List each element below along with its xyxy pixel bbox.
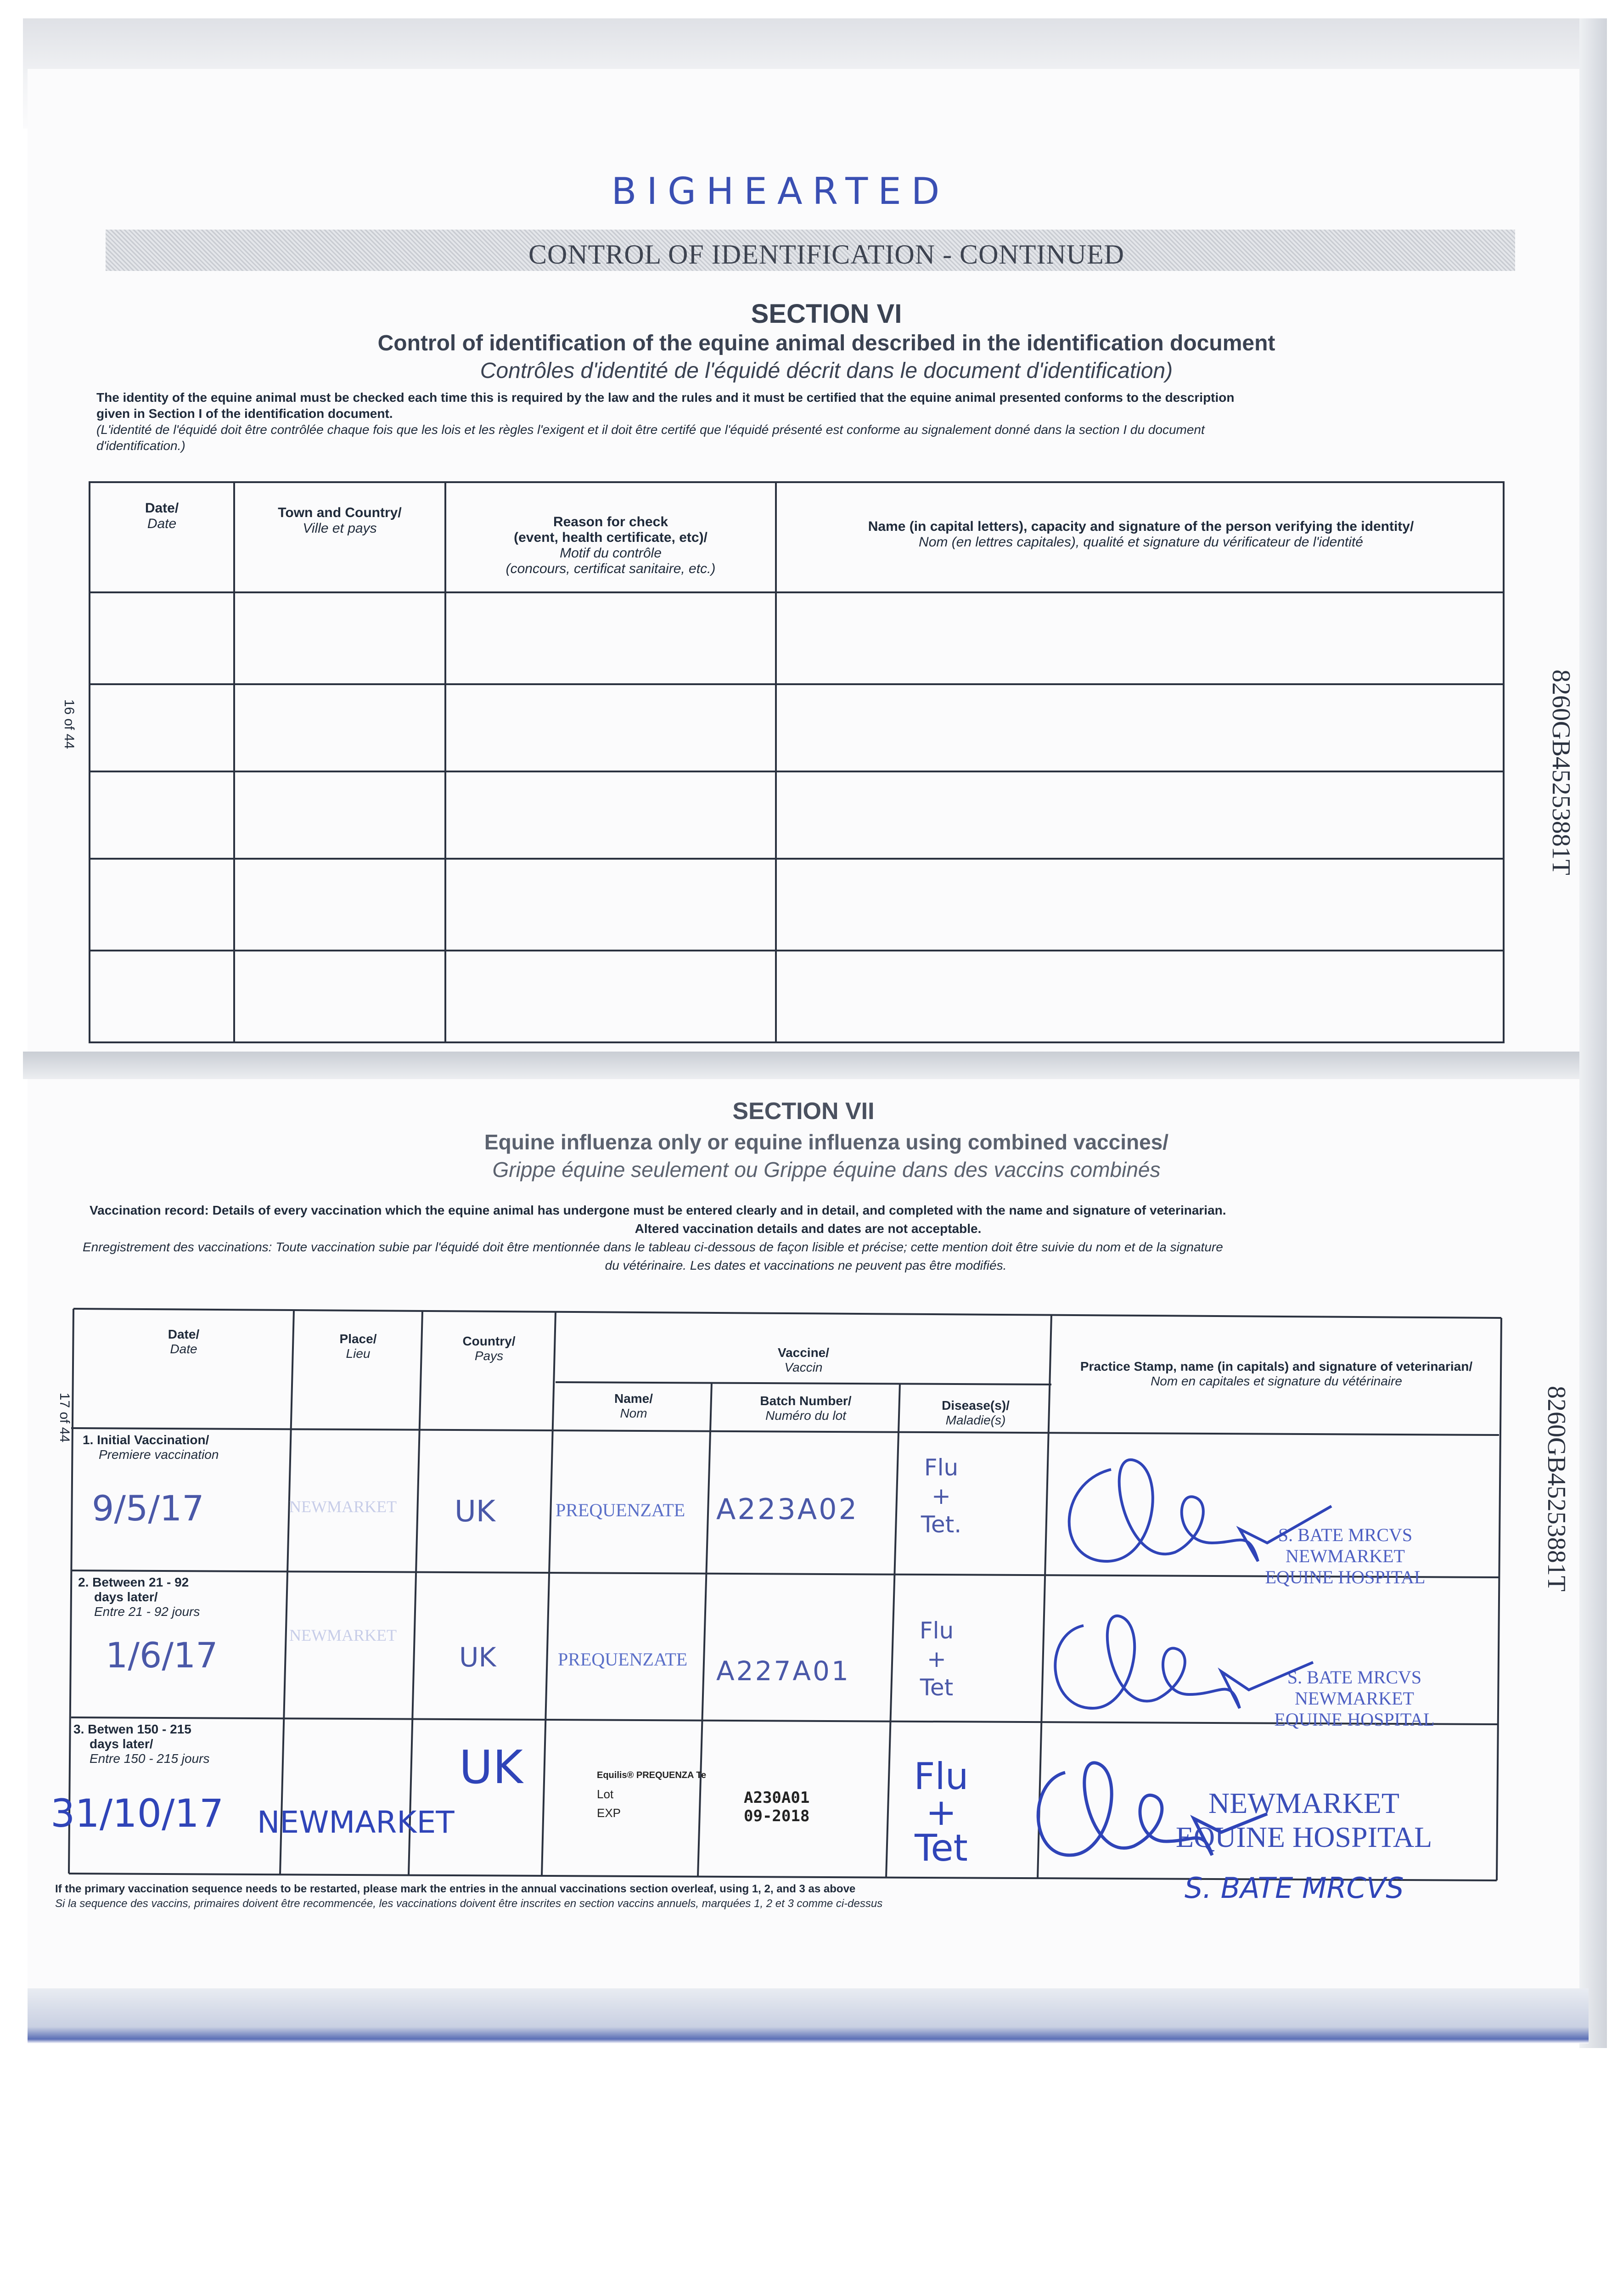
row3-date: 31/10/17 [51,1791,224,1836]
vax-country-fr: Pays [474,1349,504,1363]
col-town-en: Town and Country/ [278,505,402,520]
page-number-16: 16 of 44 [62,699,77,749]
col-name-fr: Nom (en lettres capitales), qualité et signature du vérificateur de l'identité [919,535,1363,550]
col-date-en: Date/ [145,501,179,516]
vax-place-en: Place/ [339,1332,377,1346]
row1-label-fr: Premiere vaccination [99,1447,219,1462]
row2-date: 1/6/17 [106,1635,218,1676]
section-vi-intro-fr-1: (L'identité de l'équidé doit être contrôlée chaque fois que les lois et les règles l'exigent et il doit être certifé que l'équidé présenté est conforme au signalement donné dans la section I du document [96,422,1205,437]
row2-country: UK [459,1642,496,1673]
section-vii-title-en: Equine influenza only or equine influenza using combined vaccines/ [484,1130,1169,1154]
col-town-fr: Ville et pays [303,521,377,536]
section-vi-title-en: Control of identification of the equine animal described in the identification document [377,331,1275,355]
vax-stamp-fr: Nom en capitales et signature du vétérinaire [1151,1374,1402,1388]
col-name-en: Name (in capital letters), capacity and signature of the person verifying the identity/ [868,519,1414,534]
row3-label-en: 3. Betwen 150 - 215 [73,1722,191,1736]
row1-stamp-2: NEWMARKET [1286,1546,1405,1566]
row3-label-fr: Entre 150 - 215 jours [90,1751,210,1766]
row2-disease-2: + [927,1646,946,1672]
vax-disease-en: Disease(s)/ [942,1398,1010,1412]
row3-country: UK [459,1740,523,1794]
row3-lot-value: A230A01 [744,1789,810,1807]
row2-stamp-3: EQUINE HOSPITAL [1274,1709,1435,1730]
row2-label-en2: days later/ [94,1590,158,1604]
col-reason-fr: Motif du contrôle [560,546,662,561]
section-vi-intro-en-2: given in Section I of the identification document. [96,406,393,421]
row3-label-en2: days later/ [90,1737,153,1751]
vax-batch-fr: Numéro du lot [765,1408,846,1423]
row2-batch: A227A01 [716,1655,850,1687]
row2-place: NEWMARKET [289,1626,397,1644]
row1-label-en: 1. Initial Vaccination/ [83,1433,209,1447]
vax-stamp-en: Practice Stamp, name (in capitals) and signature of veterinarian/ [1080,1359,1473,1373]
row2-label-fr: Entre 21 - 92 jours [94,1604,200,1619]
footnote-fr: Si la sequence des vaccins, primaires doivent être recommencée, les vaccinations doivent être inscrites en section vaccins annuels, marquées 1, 2 et 3 comme ci-dessus [55,1897,883,1910]
row2-label-en: 2. Between 21 - 92 [78,1575,189,1589]
row3-stamp-1: NEWMARKET [1208,1787,1399,1819]
row1-country: UK [455,1495,495,1529]
row3-disease-2: + [926,1791,957,1834]
section-vii-intro-en-1: Vaccination record: Details of every vaccination which the equine animal has undergone must be entered clearly and in detail, and completed with the name and signature of veterinarian. [90,1203,1226,1217]
vax-disease-fr: Maladie(s) [945,1413,1006,1427]
section-vi-title-fr: Contrôles d'identité de l'équidé décrit dans le document d'identification) [480,359,1173,383]
row1-stamp-1: S. BATE MRCVS [1278,1525,1413,1545]
vax-country-en: Country/ [462,1334,516,1348]
vax-name-fr: Nom [620,1406,647,1420]
col-reason-en2: (event, health certificate, etc)/ [514,530,708,545]
row1-date: 9/5/17 [92,1488,204,1529]
row1-disease-3: Tet. [921,1511,962,1538]
vax-place-fr: Lieu [346,1346,371,1361]
vax-batch-en: Batch Number/ [760,1394,852,1408]
row3-stamp-2: EQUINE HOSPITAL [1175,1820,1432,1853]
row3-vet-name: S. BATE MRCVS [1185,1871,1404,1905]
row2-stamp-1: S. BATE MRCVS [1287,1667,1422,1688]
vax-vaccine-fr: Vaccin [784,1360,823,1374]
page-number-17: 17 of 44 [57,1392,72,1443]
vax-name-en: Name/ [614,1391,653,1406]
row3-disease-3: Tet [915,1827,968,1869]
section-vii-intro-fr-1: Enregistrement des vaccinations: Toute vaccination subie par l'équidé doit être mentionnée dans le tableau ci-dessous de façon lisible et précise; cette mention doit être suivie du nom et de la signature [83,1240,1223,1254]
row2-disease-3: Tet [920,1674,954,1701]
row3-place: NEWMARKET [257,1805,455,1840]
section-vii-number: SECTION VII [732,1098,875,1125]
row1-place: NEWMARKET [289,1497,397,1516]
section-vi-number: SECTION VI [751,299,902,329]
row3-disease-1: Flu [914,1755,969,1798]
horse-name-handwritten: BIGHEARTED [611,170,950,213]
row3-lot-label: Lot [597,1787,614,1801]
vax-date-fr: Date [170,1342,197,1356]
section-vii-intro-en-2: Altered vaccination details and dates are not acceptable. [635,1221,982,1236]
footnote-en: If the primary vaccination sequence needs to be restarted, please mark the entries in the annual vaccinations section overleaf, using 1, 2, and 3 as above [55,1883,856,1895]
vax-date-en: Date/ [168,1327,200,1341]
row3-exp-value: 09-2018 [744,1807,810,1825]
row1-batch: A223A02 [716,1492,859,1526]
section-vii-title-fr: Grippe équine seulement ou Grippe équine dans des vaccins combinés [492,1158,1161,1182]
col-reason-en: Reason for check [553,514,668,529]
row1-vaccine-name: PREQUENZATE [556,1500,685,1520]
vax-vaccine-en: Vaccine/ [777,1345,830,1360]
col-date-fr: Date [147,516,177,531]
row1-disease-2: + [932,1483,951,1509]
banner-title: CONTROL OF IDENTIFICATION - CONTINUED [528,239,1124,270]
row1-stamp-3: EQUINE HOSPITAL [1265,1567,1426,1587]
row1-disease-1: Flu [924,1454,959,1481]
section-vii-intro-fr-2: du vétérinaire. Les dates et vaccinations ne peuvent pas être modifiés. [605,1258,1007,1272]
row2-vaccine-name: PREQUENZATE [558,1649,688,1670]
ueln-bottom: 8260GB45253881T [1542,1386,1571,1592]
section-vi-intro-en-1: The identity of the equine animal must be checked each time this is required by the law and the rules and it must be certified that the equine animal presented conforms to the description [96,390,1235,405]
section-vi-intro-fr-2: d'identification.) [96,439,185,453]
row3-label-product: Equilis® PREQUENZA Te [597,1770,707,1780]
col-reason-fr2: (concours, certificat sanitaire, etc.) [505,561,716,576]
ueln-top: 8260GB45253881T [1547,670,1575,875]
row3-exp-label: EXP [597,1806,621,1820]
row2-stamp-2: NEWMARKET [1295,1688,1414,1709]
row2-disease-1: Flu [919,1617,954,1644]
